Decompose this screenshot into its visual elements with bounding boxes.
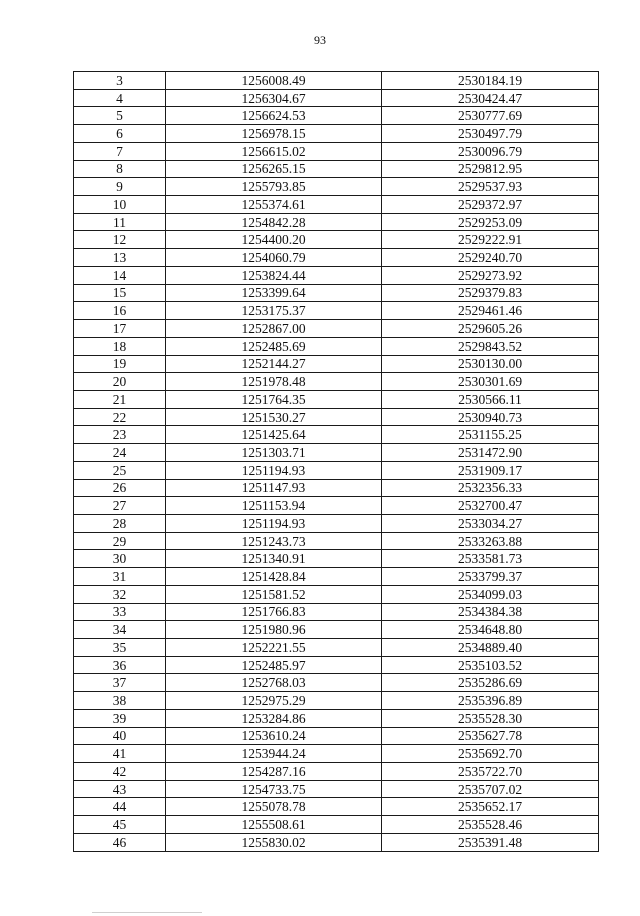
x-coordinate-cell: 1256008.49 xyxy=(166,72,382,90)
y-coordinate-cell: 2534889.40 xyxy=(382,639,599,657)
y-coordinate-cell: 2535103.52 xyxy=(382,656,599,674)
x-coordinate-cell: 1254287.16 xyxy=(166,763,382,781)
x-coordinate-cell: 1251194.93 xyxy=(166,461,382,479)
page-number: 93 xyxy=(314,33,326,47)
y-coordinate-cell: 2530184.19 xyxy=(382,72,599,90)
footer-divider xyxy=(92,912,202,913)
table-row xyxy=(74,763,599,781)
x-coordinate-cell: 1251581.52 xyxy=(166,585,382,603)
table-row xyxy=(74,585,599,603)
x-coordinate-cell: 1251153.94 xyxy=(166,497,382,515)
point-number-cell: 46 xyxy=(74,833,166,851)
y-coordinate-cell: 2529461.46 xyxy=(382,302,599,320)
y-coordinate-cell: 2530940.73 xyxy=(382,408,599,426)
table-row xyxy=(74,142,599,160)
x-coordinate-cell: 1252867.00 xyxy=(166,320,382,338)
x-coordinate-cell: 1253175.37 xyxy=(166,302,382,320)
y-coordinate-cell: 2531472.90 xyxy=(382,444,599,462)
y-coordinate-cell: 2529843.52 xyxy=(382,337,599,355)
table-row xyxy=(74,816,599,834)
x-coordinate-cell: 1254733.75 xyxy=(166,780,382,798)
y-coordinate-cell: 2530424.47 xyxy=(382,89,599,107)
x-coordinate-cell: 1252485.69 xyxy=(166,337,382,355)
table-row xyxy=(74,532,599,550)
y-coordinate-cell: 2532356.33 xyxy=(382,479,599,497)
point-number-cell: 24 xyxy=(74,444,166,462)
y-coordinate-cell: 2530777.69 xyxy=(382,107,599,125)
x-coordinate-cell: 1251764.35 xyxy=(166,390,382,408)
point-number-cell: 13 xyxy=(74,249,166,267)
point-number-cell: 14 xyxy=(74,266,166,284)
x-coordinate-cell: 1253944.24 xyxy=(166,745,382,763)
point-number-cell: 23 xyxy=(74,426,166,444)
x-coordinate-cell: 1251428.84 xyxy=(166,568,382,586)
table-row xyxy=(74,390,599,408)
point-number-cell: 10 xyxy=(74,196,166,214)
point-number-cell: 21 xyxy=(74,390,166,408)
x-coordinate-cell: 1256304.67 xyxy=(166,89,382,107)
table-row xyxy=(74,426,599,444)
table-row xyxy=(74,72,599,90)
table-row xyxy=(74,639,599,657)
point-number-cell: 31 xyxy=(74,568,166,586)
x-coordinate-cell: 1255508.61 xyxy=(166,816,382,834)
y-coordinate-cell: 2529605.26 xyxy=(382,320,599,338)
table-row xyxy=(74,780,599,798)
y-coordinate-cell: 2529253.09 xyxy=(382,213,599,231)
table-row xyxy=(74,745,599,763)
y-coordinate-cell: 2535652.17 xyxy=(382,798,599,816)
x-coordinate-cell: 1253399.64 xyxy=(166,284,382,302)
table-row xyxy=(74,196,599,214)
x-coordinate-cell: 1252485.97 xyxy=(166,656,382,674)
table-row xyxy=(74,231,599,249)
table-row xyxy=(74,178,599,196)
table-row xyxy=(74,160,599,178)
table-row xyxy=(74,550,599,568)
point-number-cell: 42 xyxy=(74,763,166,781)
table-row xyxy=(74,656,599,674)
point-number-cell: 39 xyxy=(74,709,166,727)
point-number-cell: 37 xyxy=(74,674,166,692)
point-number-cell: 12 xyxy=(74,231,166,249)
y-coordinate-cell: 2530130.00 xyxy=(382,355,599,373)
y-coordinate-cell: 2529379.83 xyxy=(382,284,599,302)
point-number-cell: 41 xyxy=(74,745,166,763)
y-coordinate-cell: 2533263.88 xyxy=(382,532,599,550)
point-number-cell: 20 xyxy=(74,373,166,391)
table-row xyxy=(74,603,599,621)
point-number-cell: 4 xyxy=(74,89,166,107)
y-coordinate-cell: 2535391.48 xyxy=(382,833,599,851)
table-row xyxy=(74,408,599,426)
x-coordinate-cell: 1251340.91 xyxy=(166,550,382,568)
x-coordinate-cell: 1256624.53 xyxy=(166,107,382,125)
y-coordinate-cell: 2529222.91 xyxy=(382,231,599,249)
y-coordinate-cell: 2529273.92 xyxy=(382,266,599,284)
table-row xyxy=(74,125,599,143)
table-row xyxy=(74,497,599,515)
x-coordinate-cell: 1255793.85 xyxy=(166,178,382,196)
x-coordinate-cell: 1256978.15 xyxy=(166,125,382,143)
point-number-cell: 11 xyxy=(74,213,166,231)
x-coordinate-cell: 1253824.44 xyxy=(166,266,382,284)
y-coordinate-cell: 2530301.69 xyxy=(382,373,599,391)
point-number-cell: 9 xyxy=(74,178,166,196)
point-number-cell: 38 xyxy=(74,692,166,710)
table-row xyxy=(74,692,599,710)
point-number-cell: 36 xyxy=(74,656,166,674)
x-coordinate-cell: 1254842.28 xyxy=(166,213,382,231)
table-row xyxy=(74,674,599,692)
point-number-cell: 43 xyxy=(74,780,166,798)
y-coordinate-cell: 2535707.02 xyxy=(382,780,599,798)
table-row xyxy=(74,444,599,462)
x-coordinate-cell: 1252221.55 xyxy=(166,639,382,657)
y-coordinate-cell: 2535627.78 xyxy=(382,727,599,745)
y-coordinate-cell: 2530497.79 xyxy=(382,125,599,143)
table-row xyxy=(74,302,599,320)
point-number-cell: 22 xyxy=(74,408,166,426)
table-row xyxy=(74,89,599,107)
x-coordinate-cell: 1251147.93 xyxy=(166,479,382,497)
x-coordinate-cell: 1251530.27 xyxy=(166,408,382,426)
x-coordinate-cell: 1251243.73 xyxy=(166,532,382,550)
point-number-cell: 8 xyxy=(74,160,166,178)
point-number-cell: 27 xyxy=(74,497,166,515)
point-number-cell: 3 xyxy=(74,72,166,90)
point-number-cell: 44 xyxy=(74,798,166,816)
point-number-cell: 33 xyxy=(74,603,166,621)
point-number-cell: 16 xyxy=(74,302,166,320)
point-number-cell: 18 xyxy=(74,337,166,355)
x-coordinate-cell: 1255078.78 xyxy=(166,798,382,816)
y-coordinate-cell: 2529537.93 xyxy=(382,178,599,196)
y-coordinate-cell: 2529812.95 xyxy=(382,160,599,178)
x-coordinate-cell: 1254400.20 xyxy=(166,231,382,249)
table-row xyxy=(74,798,599,816)
table-row xyxy=(74,320,599,338)
table-row xyxy=(74,514,599,532)
point-number-cell: 34 xyxy=(74,621,166,639)
table-row xyxy=(74,461,599,479)
x-coordinate-cell: 1254060.79 xyxy=(166,249,382,267)
table-row xyxy=(74,213,599,231)
coordinates-table xyxy=(73,71,599,852)
coordinates-table-body xyxy=(74,72,599,852)
y-coordinate-cell: 2535692.70 xyxy=(382,745,599,763)
x-coordinate-cell: 1251425.64 xyxy=(166,426,382,444)
x-coordinate-cell: 1252768.03 xyxy=(166,674,382,692)
x-coordinate-cell: 1251194.93 xyxy=(166,514,382,532)
point-number-cell: 17 xyxy=(74,320,166,338)
y-coordinate-cell: 2531155.25 xyxy=(382,426,599,444)
point-number-cell: 45 xyxy=(74,816,166,834)
y-coordinate-cell: 2534648.80 xyxy=(382,621,599,639)
y-coordinate-cell: 2535286.69 xyxy=(382,674,599,692)
y-coordinate-cell: 2534099.03 xyxy=(382,585,599,603)
x-coordinate-cell: 1252975.29 xyxy=(166,692,382,710)
point-number-cell: 32 xyxy=(74,585,166,603)
y-coordinate-cell: 2530096.79 xyxy=(382,142,599,160)
y-coordinate-cell: 2535722.70 xyxy=(382,763,599,781)
point-number-cell: 5 xyxy=(74,107,166,125)
table-row xyxy=(74,568,599,586)
point-number-cell: 28 xyxy=(74,514,166,532)
x-coordinate-cell: 1251766.83 xyxy=(166,603,382,621)
y-coordinate-cell: 2535528.46 xyxy=(382,816,599,834)
table-row xyxy=(74,727,599,745)
table-row xyxy=(74,337,599,355)
x-coordinate-cell: 1256265.15 xyxy=(166,160,382,178)
table-row xyxy=(74,833,599,851)
y-coordinate-cell: 2533034.27 xyxy=(382,514,599,532)
x-coordinate-cell: 1251303.71 xyxy=(166,444,382,462)
table-row xyxy=(74,107,599,125)
point-number-cell: 35 xyxy=(74,639,166,657)
x-coordinate-cell: 1255830.02 xyxy=(166,833,382,851)
x-coordinate-cell: 1253284.86 xyxy=(166,709,382,727)
table-row xyxy=(74,373,599,391)
point-number-cell: 19 xyxy=(74,355,166,373)
point-number-cell: 7 xyxy=(74,142,166,160)
y-coordinate-cell: 2534384.38 xyxy=(382,603,599,621)
x-coordinate-cell: 1256615.02 xyxy=(166,142,382,160)
y-coordinate-cell: 2530566.11 xyxy=(382,390,599,408)
point-number-cell: 40 xyxy=(74,727,166,745)
x-coordinate-cell: 1253610.24 xyxy=(166,727,382,745)
x-coordinate-cell: 1251980.96 xyxy=(166,621,382,639)
x-coordinate-cell: 1251978.48 xyxy=(166,373,382,391)
point-number-cell: 30 xyxy=(74,550,166,568)
table-row xyxy=(74,479,599,497)
y-coordinate-cell: 2535528.30 xyxy=(382,709,599,727)
y-coordinate-cell: 2531909.17 xyxy=(382,461,599,479)
y-coordinate-cell: 2535396.89 xyxy=(382,692,599,710)
point-number-cell: 29 xyxy=(74,532,166,550)
table-row xyxy=(74,709,599,727)
point-number-cell: 25 xyxy=(74,461,166,479)
table-row xyxy=(74,266,599,284)
table-row xyxy=(74,355,599,373)
y-coordinate-cell: 2529240.70 xyxy=(382,249,599,267)
x-coordinate-cell: 1252144.27 xyxy=(166,355,382,373)
table-row xyxy=(74,249,599,267)
table-row xyxy=(74,621,599,639)
point-number-cell: 26 xyxy=(74,479,166,497)
y-coordinate-cell: 2533581.73 xyxy=(382,550,599,568)
table-row xyxy=(74,284,599,302)
point-number-cell: 6 xyxy=(74,125,166,143)
x-coordinate-cell: 1255374.61 xyxy=(166,196,382,214)
y-coordinate-cell: 2529372.97 xyxy=(382,196,599,214)
y-coordinate-cell: 2532700.47 xyxy=(382,497,599,515)
point-number-cell: 15 xyxy=(74,284,166,302)
y-coordinate-cell: 2533799.37 xyxy=(382,568,599,586)
